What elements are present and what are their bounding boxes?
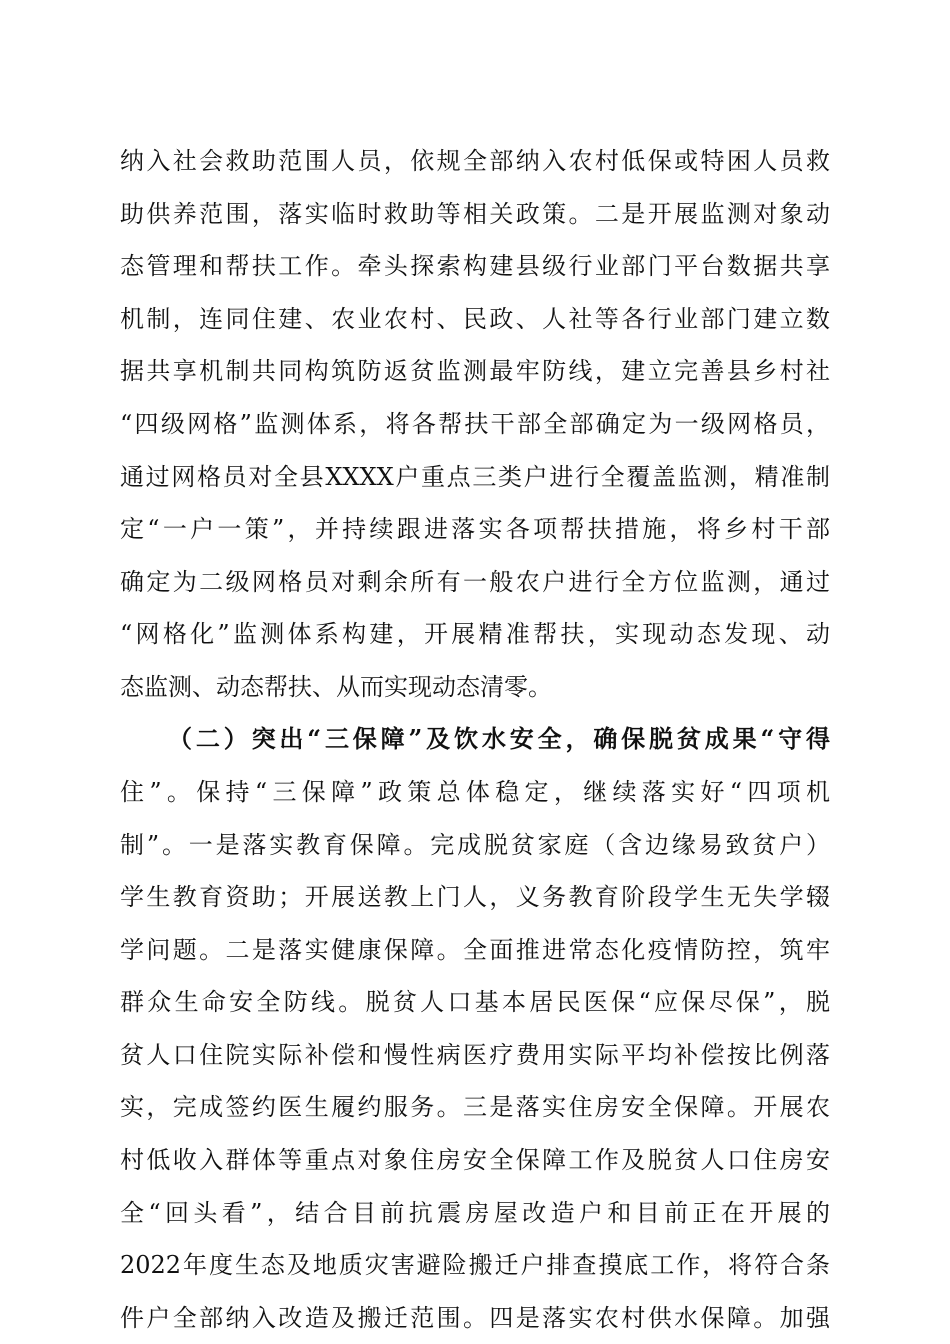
paragraph-2-line-11: 件户全部纳入改造及搬迁范围。四是落实农村供水保障。加强 — [120, 1304, 830, 1332]
paragraph-2-line-6: 贫人口住院实际补偿和慢性病医疗费用实际平均补偿按比例落 — [120, 1041, 830, 1069]
section-heading: （二）突出“三保障”及饮水安全，确保脱贫成果“守得 — [168, 724, 830, 753]
paragraph-1-line-9: 确定为二级网格员对剩余所有一般农户进行全方位监测，通过 — [120, 568, 830, 596]
paragraph-2-line-4: 学问题。二是落实健康保障。全面推进常态化疫情防控，筑牢 — [120, 936, 830, 964]
paragraph-1-line-8: 定“一户一策”，并持续跟进落实各项帮扶措施，将乡村干部 — [120, 515, 830, 543]
paragraph-1-line-7: 通过网格员对全县XXXX户重点三类户进行全覆盖监测，精准制 — [120, 463, 830, 491]
paragraph-1-line-3: 态管理和帮扶工作。牵头探索构建县级行业部门平台数据共享 — [120, 252, 830, 280]
paragraph-2-line-7: 实，完成签约医生履约服务。三是落实住房安全保障。开展农 — [120, 1093, 830, 1121]
paragraph-1-line-5: 据共享机制共同构筑防返贫监测最牢防线，建立完善县乡村社 — [120, 357, 830, 385]
paragraph-2-line-8: 村低收入群体等重点对象住房安全保障工作及脱贫人口住房安 — [120, 1146, 830, 1174]
paragraph-1-line-6: “四级网格”监测体系，将各帮扶干部全部确定为一级网格员， — [120, 410, 830, 438]
paragraph-1-line-1: 纳入社会救助范围人员，依规全部纳入农村低保或特困人员救 — [120, 147, 830, 175]
paragraph-2-line-3: 学生教育资助；开展送教上门人，义务教育阶段学生无失学辍 — [120, 883, 830, 911]
paragraph-1-line-11: 态监测、动态帮扶、从而实现动态清零。 — [120, 673, 552, 701]
paragraph-2-line-2: 制”。一是落实教育保障。完成脱贫家庭（含边缘易致贫户） — [120, 831, 830, 859]
paragraph-2-line-10: 2022年度生态及地质灾害避险搬迁户排查摸底工作，将符合条 — [120, 1251, 830, 1279]
paragraph-2-line-5: 群众生命安全防线。脱贫人口基本居民医保“应保尽保”，脱 — [120, 988, 830, 1016]
paragraph-1-line-4: 机制，连同住建、农业农村、民政、人社等各行业部门建立数 — [120, 305, 830, 333]
paragraph-1-line-10: “网格化”监测体系构建，开展精准帮扶，实现动态发现、动 — [120, 620, 830, 648]
paragraph-2-line-1: 住”。保持“三保障”政策总体稳定，继续落实好“四项机 — [120, 778, 830, 806]
paragraph-2-line-9: 全“回头看”，结合目前抗震房屋改造户和目前正在开展的 — [120, 1199, 830, 1227]
paragraph-1-line-2: 助供养范围，落实临时救助等相关政策。二是开展监测对象动 — [120, 200, 830, 228]
